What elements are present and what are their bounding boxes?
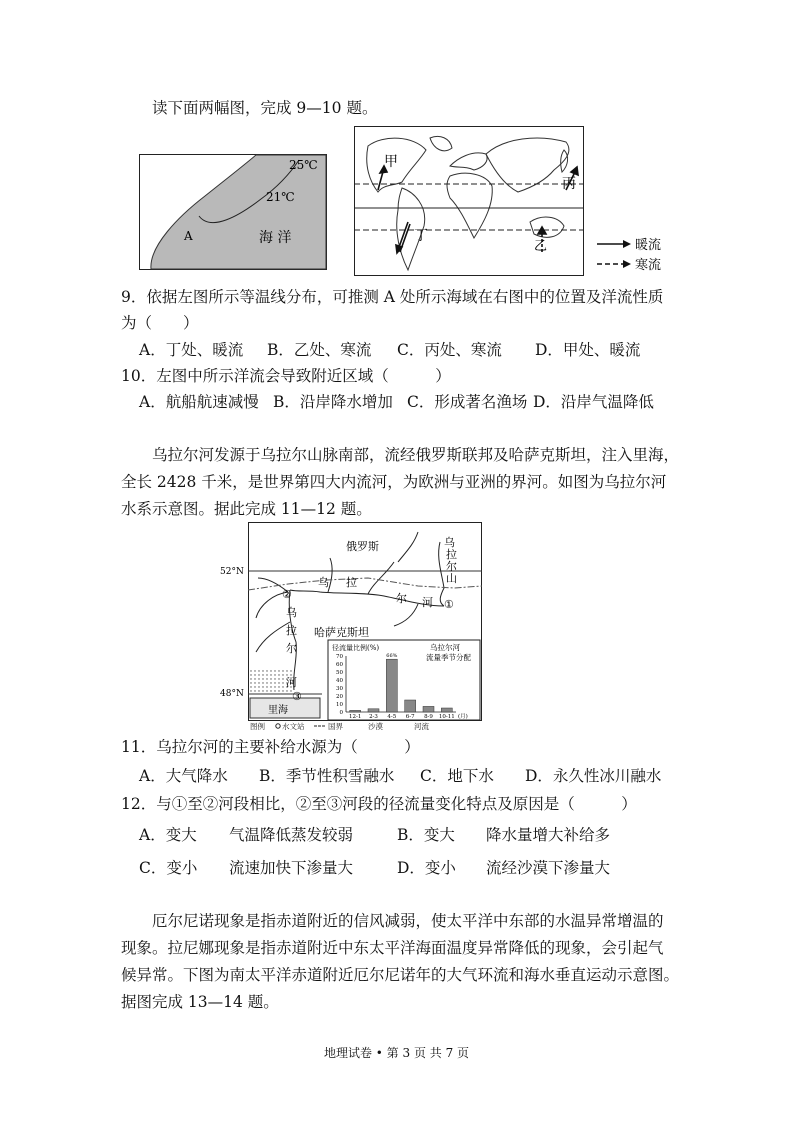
world-current-map: [354, 126, 584, 276]
page-footer: 地理试卷 • 第 3 页 共 7 页: [323, 1046, 470, 1060]
river-v-char-4: 河: [286, 676, 297, 689]
inset-ytick-label: 10: [336, 702, 343, 708]
intro-text: 读下面两幅图，完成 9—10 题。: [152, 99, 378, 117]
q9-option-b: B．乙处、寒流: [267, 341, 372, 359]
inset-title-1: 乌拉尔河: [430, 643, 460, 652]
inset-bar: [350, 710, 361, 712]
lat-52-label: 52°N: [220, 567, 244, 577]
ural-river-map: [218, 522, 483, 734]
isotherm-25-label: 25℃: [289, 158, 318, 172]
russia-label: 俄罗斯: [346, 540, 379, 553]
inset-xtick-label: 12-1: [348, 714, 362, 720]
passage3-line3: 候异常。下图为南太平洋赤道附近厄尔尼诺年的大气环流和海水垂直运动示意图。: [121, 966, 680, 984]
inset-ytick-label: 50: [336, 670, 343, 676]
mountain-char-2: 拉: [446, 548, 457, 561]
legend-border: 国界: [328, 722, 343, 731]
q11-stem: 11．乌拉尔河的主要补给水源为（ ）: [121, 738, 420, 756]
mountain-char-1: 乌: [444, 536, 455, 549]
q9-option-a: A．丁处、暖流: [139, 341, 244, 359]
q12-option-c-text: 流速加快下渗量大: [229, 859, 354, 877]
inset-ytick-label: 30: [336, 686, 343, 692]
river-v-char-2: 拉: [286, 624, 297, 637]
q9-stem-line2: 为（ ）: [121, 314, 199, 332]
passage3-line1: 厄尔尼诺现象是指赤道附近的信风减弱，使太平洋中东部的水温异常增温的: [152, 912, 664, 930]
station-1-label: ①: [444, 598, 454, 611]
legend-warm-label: 暖流: [635, 238, 662, 253]
q12-option-a: A．变大: [139, 826, 197, 844]
q12-option-c: C．变小: [139, 859, 198, 877]
q11-option-d: D．永久性冰川融水: [525, 767, 662, 785]
region-jia-label: 甲: [384, 154, 398, 170]
ocean-label: 海 洋: [259, 230, 292, 246]
legend-river: 河流: [414, 722, 429, 731]
q10-stem: 10．左图中所示洋流会导致附近区域（ ）: [121, 367, 451, 385]
inset-bar: [441, 708, 452, 712]
station-3-label: ③: [292, 690, 302, 703]
inset-ytick-label: 70: [336, 654, 343, 660]
q12-option-d: D．变小: [397, 859, 456, 877]
region-yi-label: 乙: [534, 239, 548, 254]
inset-ytick-label: 40: [336, 678, 343, 684]
q10-option-c: C．形成著名渔场: [407, 393, 528, 411]
q10-option-d: D．沿岸气温降低: [533, 393, 654, 411]
river-h-char-4: 河: [422, 596, 433, 609]
q10-option-a: A．航船航速减慢: [139, 393, 259, 411]
q12-option-d-text: 流经沙漠下渗量大: [486, 859, 611, 877]
passage2-line1: 乌拉尔河发源于乌拉尔山脉南部，流经俄罗斯联邦及哈萨克斯坦，注入里海，: [152, 446, 680, 464]
caspian-label: 里海: [268, 705, 288, 716]
passage3-line4: 据图完成 13—14 题。: [121, 993, 279, 1011]
q11-option-a: A．大气降水: [139, 767, 228, 785]
inset-xtick-label: 2-3: [369, 714, 378, 720]
river-v-char-3: 尔: [286, 642, 297, 655]
q12-option-b-text: 降水量增大补给多: [486, 826, 611, 844]
inset-title-2: 流量季节分配: [426, 653, 471, 662]
passage2-line2: 全长 2428 千米，是世界第四大内流河，为欧洲与亚洲的界河。如图为乌拉尔河: [121, 473, 667, 491]
inset-xtick-label: 6-7: [405, 714, 415, 720]
legend-title: 图例: [250, 722, 265, 731]
inset-xtick-label: 8-9: [424, 714, 433, 720]
river-h-char-3: 尔: [396, 592, 407, 605]
river-h-char-1: 乌: [318, 576, 329, 589]
isotherm-21-label: 21℃: [266, 190, 295, 204]
mountain-char-3: 尔: [446, 560, 457, 573]
river-v-char-1: 乌: [286, 606, 297, 619]
runoff-inset: [328, 640, 480, 720]
region-ding-label: 丁: [414, 228, 428, 244]
q11-option-b: B．季节性积雪融水: [259, 767, 395, 785]
q9-stem-line1: 9．依据左图所示等温线分布，可推测 A 处所示海域在右图中的位置及洋流性质: [121, 288, 664, 306]
inset-bar: [368, 709, 379, 712]
inset-x-unit: (月): [458, 714, 468, 720]
inset-ytick-label: 20: [336, 694, 343, 700]
inset-xtick-label: 4-5: [387, 714, 397, 720]
legend-desert: 沙漠: [368, 722, 383, 731]
river-h-char-2: 拉: [346, 576, 357, 589]
q12-option-b: B．变大: [397, 826, 455, 844]
passage2-line3: 水系示意图。据此完成 11—12 题。: [121, 500, 372, 518]
passage3-line2: 现象。拉尼娜现象是指赤道附近中东太平洋海面温度异常降低的现象，会引起气: [121, 939, 664, 957]
q9-option-c: C．丙处、寒流: [397, 341, 502, 359]
q12-stem: 12．与①至②河段相比，②至③河段的径流量变化特点及原因是（ ）: [121, 795, 637, 813]
point-a-label: A: [184, 229, 193, 243]
q12-option-a-text: 气温降低蒸发较弱: [229, 826, 354, 844]
legend-station: 水文站: [282, 722, 305, 731]
inset-ylabel: 径流量比例(%): [332, 644, 380, 652]
inset-ytick-label: 0: [339, 710, 343, 716]
inset-xtick-label: 10-11: [438, 714, 455, 720]
legend-cold-label: 寒流: [635, 258, 662, 273]
region-bing-label: 丙: [562, 176, 576, 192]
q9-option-d: D．甲处、暖流: [535, 341, 641, 359]
inset-data-label: 66%: [386, 653, 398, 660]
inset-bar: [386, 659, 397, 712]
isotherm-map: [139, 154, 327, 270]
inset-bar: [423, 706, 434, 712]
mountain-char-4: 山: [446, 572, 457, 585]
station-2-label: ②: [282, 588, 292, 601]
current-legend: [595, 236, 675, 276]
q11-option-c: C．地下水: [420, 767, 494, 785]
lat-48-label: 48°N: [220, 689, 244, 699]
q10-option-b: B．沿岸降水增加: [273, 393, 393, 411]
inset-ytick-label: 60: [336, 662, 343, 668]
kazakhstan-label: 哈萨克斯坦: [314, 626, 369, 639]
inset-bar: [405, 700, 416, 712]
